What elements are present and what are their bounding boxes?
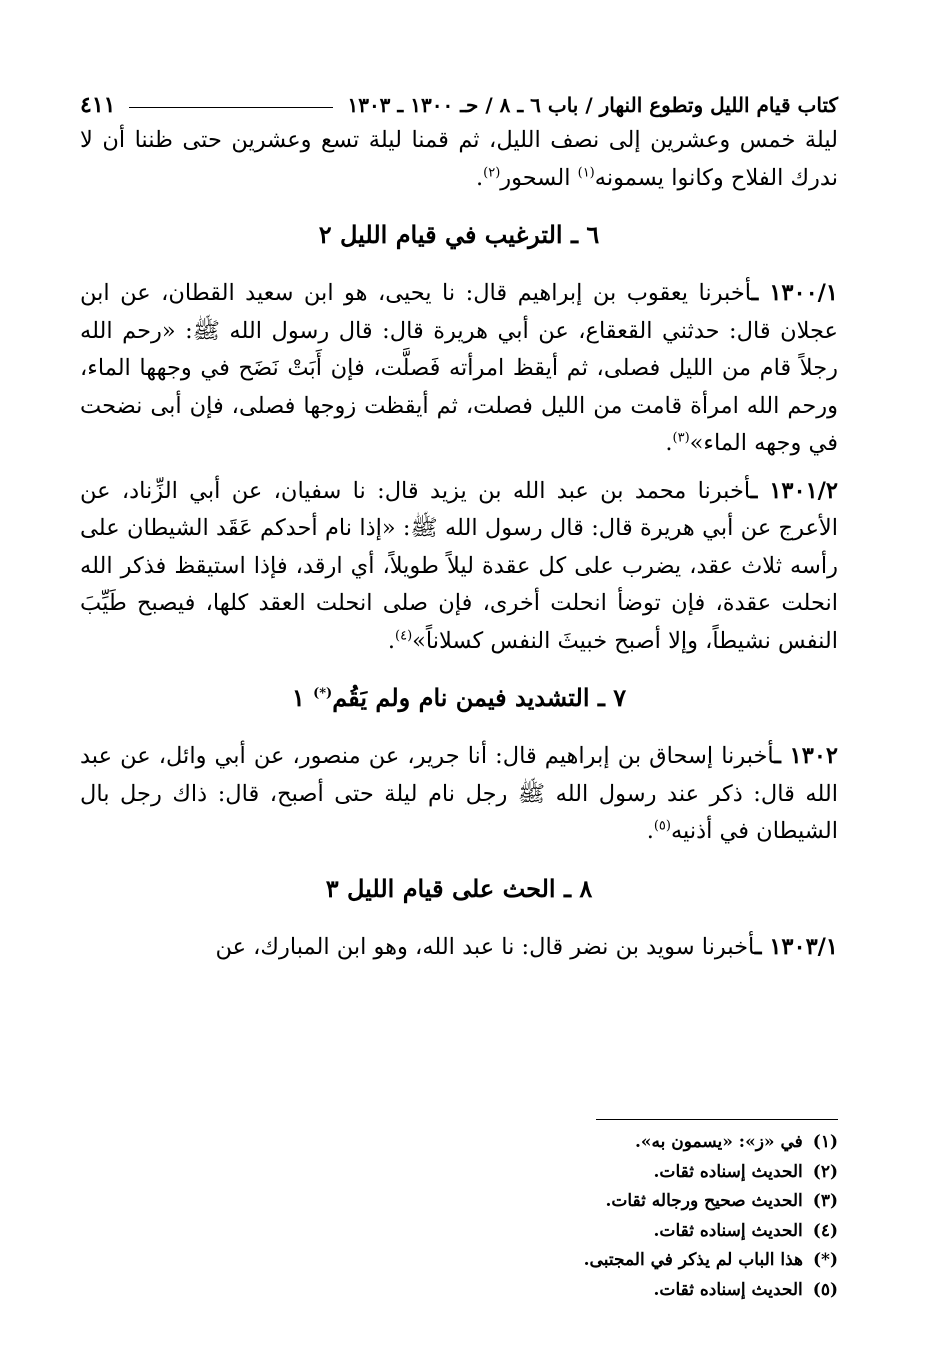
header-title: كتاب قيام الليل وتطوع النهار / باب ٦ ـ ٨ / حـ ١٣٠٠ ـ ١٣٠٣: [347, 93, 838, 117]
footnote-ref-star: (*): [313, 686, 333, 701]
footnote-item: [418, 1128, 838, 1158]
hadith-1301: [80, 473, 838, 661]
intro-text-c: .: [475, 164, 484, 191]
intro-paragraph: [80, 122, 838, 197]
footnote-ref-4: (٤): [395, 628, 413, 643]
hadith-end: .: [665, 430, 673, 456]
footnote-ref-1: (١): [577, 165, 595, 180]
footnote-number: (٢): [812, 1161, 838, 1182]
footnote-item: [418, 1158, 838, 1188]
footnote-text: هذا الباب لم يذكر في المجتبى.: [583, 1250, 804, 1270]
footnote-text: الحديث إسناده ثقات.: [653, 1220, 803, 1241]
footnote-item: [418, 1246, 838, 1276]
footnote-ref-5: (٥): [653, 818, 671, 834]
footnote-divider: [596, 1119, 838, 1120]
section-7-num: ١: [291, 683, 314, 712]
footnote-number: (٣): [812, 1191, 838, 1211]
footnote-text: في «ز»: «يسمون به».: [634, 1132, 803, 1152]
footnote-text: الحديث صحيح ورجاله ثقات.: [605, 1191, 803, 1211]
hadith-text: أخبرنا يعقوب بن إبراهيم قال: نا يحيى، هو ابن سعيد القطان، عن ابن عجلان قال: حدثني القعقاع، عن أبي هريرة قال: قال رسول الله ﷺ: «رحم الله رجلاً قام من الليل فصلى، ثم أيقظ امرأته فَصلَّت، فإن أَبَتْ نَضَح في وجهها الماء، ورحم الله امرأة قامت من الليل فصلت، ثم أيقظت زوجها فصلى، فإن أبى نضحت في وجهه الماء»: [80, 280, 838, 456]
footnote-number: (٥): [812, 1279, 838, 1300]
hadith-text: أخبرنا محمد بن عبد الله بن يزيد قال: نا سفيان، عن أبي الزِّناد، عن الأعرج عن أبي هريرة قال: قال رسول الله ﷺ: «إذا نام أحدكم عَقَد الشيطان على رأسه ثلاث عقد، يضرب على كل عقدة ليلاً طويلاً، أي ارقد، فإذا استيقظ فذكر الله انحلت عقدة، فإن توضأ انحلت أخرى، فإن صلى انحلت العقد كلها، فيصبح طَيِّبَ النفس نشيطاً، وإلا أصبح خبيثَ النفس كسلاناً»: [80, 477, 838, 654]
section-7-title-text: ٧ ـ التشديد فيمن نام ولم يَقُم: [332, 683, 627, 712]
footnote-item: [418, 1276, 838, 1306]
footnote-text: الحديث إسناده ثقات.: [653, 1161, 803, 1182]
running-header: [80, 88, 838, 122]
hadith-1302: [80, 738, 838, 851]
footnotes: [418, 1128, 838, 1305]
hadith-end: .: [387, 627, 396, 654]
page-body: [80, 88, 838, 966]
footnote-number: (١): [812, 1132, 838, 1152]
footnote-ref-3: (٣): [672, 430, 690, 446]
footnote-text: الحديث إسناده ثقات.: [653, 1279, 803, 1300]
hadith-1300: [80, 275, 838, 463]
hadith-number: ١٣٠٢ ـ: [774, 743, 838, 769]
intro-text-b: السحور: [500, 164, 578, 191]
hadith-number: ١٣٠٣/١ ـ: [754, 933, 838, 960]
section-title-6: ٦ ـ الترغيب في قيام الليل ٢: [318, 220, 600, 249]
footnote-number: (٤): [812, 1220, 838, 1241]
header-rule: [129, 107, 333, 108]
page-number: ٤١١: [80, 92, 116, 118]
section-title-8: ٨ ـ الحث على قيام الليل ٣: [325, 873, 593, 903]
footnote-ref-2: (٢): [483, 165, 501, 180]
hadith-1303: [80, 929, 838, 967]
hadith-number: ١٣٠٠/١ ـ: [751, 280, 838, 306]
footnote-item: [418, 1217, 838, 1247]
hadith-number: ١٣٠١/٢ ـ: [750, 477, 838, 504]
footnote-number: (*): [813, 1250, 838, 1270]
section-title-7: [80, 668, 838, 728]
hadith-text: أخبرنا إسحاق بن إبراهيم قال: أنا جرير، عن منصور، عن أبي وائل، عن عبد الله قال: ذكر عند رسول الله ﷺ رجل نام ليلة حتى أصبح، قال: ذاك رجل بال الشيطان في أذنيه: [80, 743, 838, 844]
intro-text-a: ليلة خمس وعشرين إلى نصف الليل، ثم قمنا ليلة تسع وعشرين حتى ظننا أن لا ندرك الفلاح وكانوا يسمونه: [80, 127, 838, 191]
hadith-text: أخبرنا سويد بن نضر قال: نا عبد الله، وهو ابن المبارك، عن: [215, 933, 755, 960]
hadith-end: .: [646, 818, 654, 844]
footnote-item: [418, 1187, 838, 1217]
